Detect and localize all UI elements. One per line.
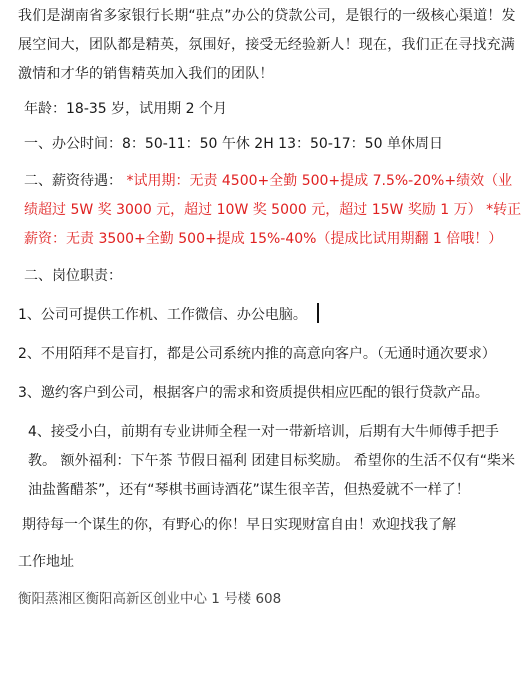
address-label: 工作地址 bbox=[18, 554, 74, 570]
duty-item-2: 2、不用陌拜不是盲打，都是公司系统内推的高意向客户。（无通时通次要求） bbox=[18, 346, 496, 362]
salary-section bbox=[18, 167, 524, 254]
salary-detail: *试用期：无责 4500+全勤 500+提成 7.5%-20%+绩效（业绩超过 5W 奖 3000 元，超过 10W 奖 5000 元，超过 15W 奖励 1 万） *转正薪资：无责 3500+全勤 500+提成 15%-40%（提成比试用期翻 1 倍哦！） bbox=[24, 173, 522, 247]
duty-item-4: 4、接受小白，前期有专业讲师全程一对一带新培训，后期有大牛师傅手把手教。 额外福利：下午茶 节假日福利 团建目标奖励。 希望你的生活不仅有“柴米油盐酱醋茶”，还有“琴棋书画诗酒花”谋生很辛苦，但热爱就不一样了！ bbox=[28, 424, 516, 498]
duty-item-1-text: 1、公司可提供工作机、工作微信、办公电脑。 bbox=[18, 307, 307, 323]
address-text: 衡阳蒸湘区衡阳高新区创业中心 1 号楼 608 bbox=[18, 591, 282, 607]
intro-paragraph: 我们是湖南省多家银行长期“驻点”办公的贷款公司，是银行的一级核心渠道！发展空间大，团队都是精英，氛围好，接受无经验新人！现在，我们正在寻找充满激情和才华的销售精英加入我们的团队！ bbox=[18, 8, 516, 82]
duties-title: 二、岗位职责： bbox=[24, 268, 122, 284]
age-requirement: 年龄：18-35 岁，试用期 2 个月 bbox=[24, 101, 227, 117]
duty-item-1[interactable] bbox=[18, 301, 524, 330]
text-cursor bbox=[317, 303, 319, 323]
salary-label: 二、薪资待遇： bbox=[24, 173, 122, 189]
office-hours: 一、办公时间：8：50-11：50 午休 2H 13：50-17：50 单休周日 bbox=[24, 136, 443, 152]
duty-item-3: 3、邀约客户到公司，根据客户的需求和资质提供相应匹配的银行贷款产品。 bbox=[18, 385, 489, 401]
closing-paragraph: 期待每一个谋生的你，有野心的你！早日实现财富自由！欢迎找我了解 bbox=[22, 517, 456, 533]
